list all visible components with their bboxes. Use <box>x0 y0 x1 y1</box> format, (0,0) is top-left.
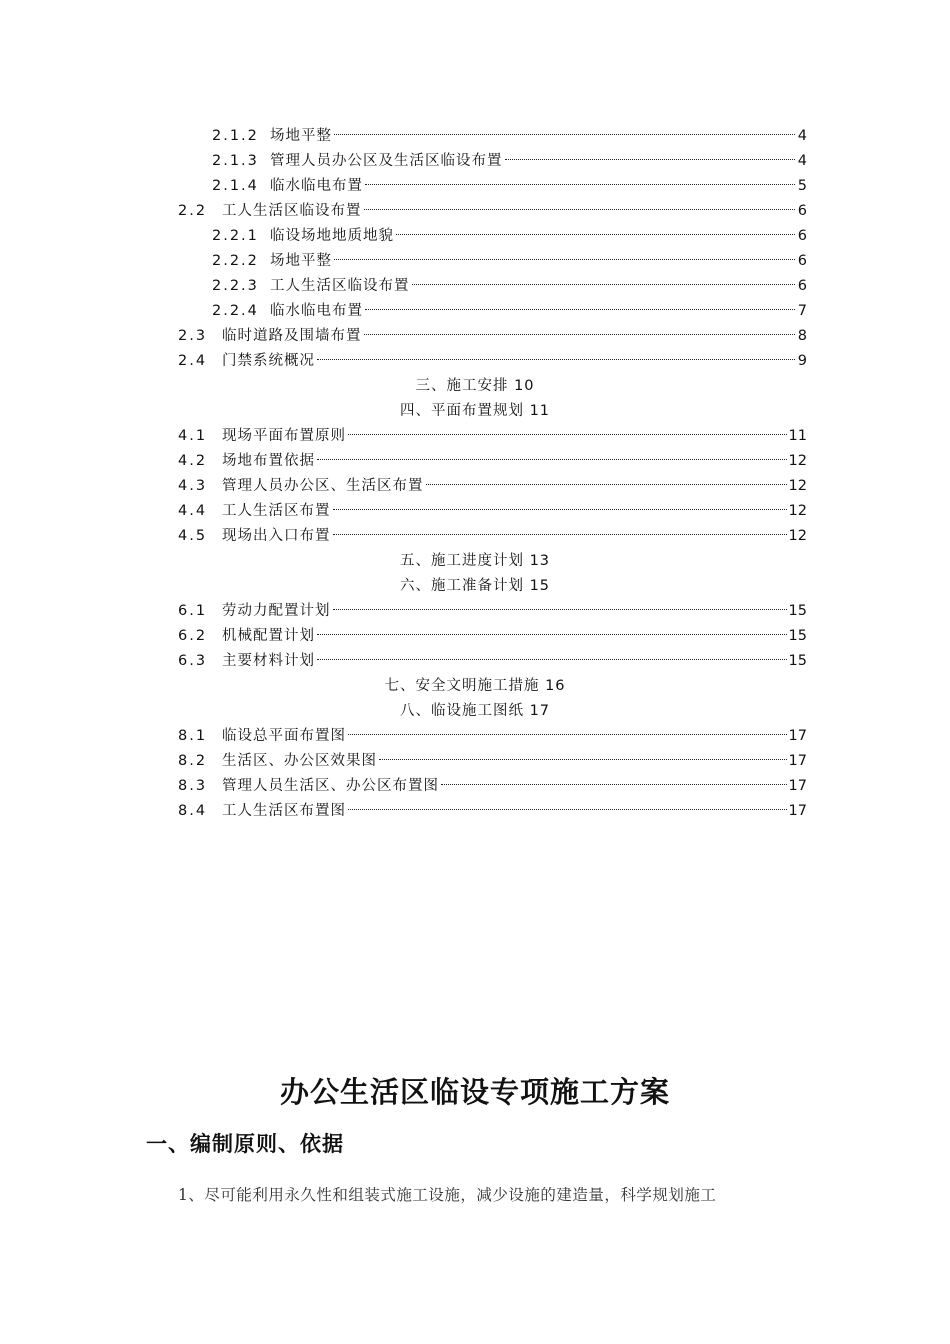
toc-dot-leader <box>334 134 795 135</box>
toc-entry <box>0 799 950 824</box>
section-heading: 一、编制原则、依据 <box>146 1131 344 1156</box>
toc-entry-title: 工人生活区布置 <box>222 503 331 519</box>
toc-dot-leader <box>333 509 787 510</box>
toc-chapter-heading-text: 五、施工进度计划 13 <box>399 553 551 569</box>
toc-entry-page-number: 4 <box>797 128 807 144</box>
toc-entry <box>0 424 950 449</box>
toc-entry-title: 临时道路及围墙布置 <box>222 328 362 344</box>
toc-dot-leader <box>334 259 795 260</box>
toc-dot-leader <box>364 334 796 335</box>
toc-entry-page-number: 12 <box>788 528 807 544</box>
toc-entry <box>0 349 950 374</box>
toc-entry-page-number: 17 <box>788 803 807 819</box>
toc-chapter-heading-text: 三、施工安排 10 <box>415 378 535 394</box>
toc-entry-page-number: 15 <box>788 628 807 644</box>
toc-chapter-heading <box>0 574 950 599</box>
toc-dot-leader <box>317 359 795 360</box>
toc-chapter-heading <box>0 549 950 574</box>
toc-entry-number: 8.3 <box>178 778 208 794</box>
toc-entry-page-number: 17 <box>788 778 807 794</box>
toc-entry-number: 2.3 <box>178 328 208 344</box>
toc-entry-number: 2.1.2 <box>212 128 259 144</box>
toc-entry <box>0 524 950 549</box>
toc-entry <box>0 449 950 474</box>
toc-entry-line[interactable] <box>212 149 807 174</box>
toc-entry <box>0 499 950 524</box>
toc-entry <box>0 199 950 224</box>
toc-entry-title: 工人生活区临设布置 <box>270 278 410 294</box>
toc-entry-line[interactable] <box>212 224 807 249</box>
toc-entry-line[interactable] <box>212 174 807 199</box>
toc-dot-leader <box>505 159 796 160</box>
toc-entry-title: 管理人员办公区、生活区布置 <box>222 478 424 494</box>
toc-dot-leader <box>317 459 787 460</box>
toc-dot-leader <box>426 484 787 485</box>
toc-entry-page-number: 6 <box>797 253 807 269</box>
toc-chapter-heading-text: 七、安全文明施工措施 16 <box>384 678 566 694</box>
toc-entry-page-number: 5 <box>797 178 807 194</box>
toc-entry-title: 工人生活区临设布置 <box>222 203 362 219</box>
toc-dot-leader <box>317 659 787 660</box>
toc-chapter-heading-text: 八、临设施工图纸 17 <box>399 703 551 719</box>
toc-entry-number: 4.2 <box>178 453 208 469</box>
toc-entry <box>0 624 950 649</box>
toc-entry <box>0 299 950 324</box>
body-paragraph: 1、尽可能利用永久性和组装式施工设施，减少设施的建造量，科学规划施工 <box>178 1186 717 1204</box>
toc-entry-line[interactable] <box>178 349 807 374</box>
toc-entry-line[interactable] <box>178 624 807 649</box>
toc-entry-title: 场地平整 <box>270 253 332 269</box>
toc-entry <box>0 749 950 774</box>
toc-entry-title: 主要材料计划 <box>222 653 315 669</box>
toc-entry-number: 2.2.3 <box>212 278 259 294</box>
toc-entry <box>0 174 950 199</box>
toc-entry-page-number: 8 <box>797 328 807 344</box>
toc-entry-line[interactable] <box>178 599 807 624</box>
toc-entry-line[interactable] <box>178 499 807 524</box>
toc-entry <box>0 249 950 274</box>
toc-chapter-heading <box>0 699 950 724</box>
toc-chapter-heading-text: 六、施工准备计划 15 <box>399 578 551 594</box>
toc-entry-line[interactable] <box>212 299 807 324</box>
toc-entry-number: 6.1 <box>178 603 208 619</box>
toc-entry-page-number: 12 <box>788 503 807 519</box>
toc-entry-title: 现场平面布置原则 <box>222 428 346 444</box>
toc-entry-number: 8.2 <box>178 753 208 769</box>
toc-entry <box>0 274 950 299</box>
toc-entry <box>0 649 950 674</box>
toc-entry-number: 8.4 <box>178 803 208 819</box>
toc-entry-number: 4.5 <box>178 528 208 544</box>
toc-entry-line[interactable] <box>178 774 807 799</box>
toc-entry-page-number: 12 <box>788 453 807 469</box>
toc-entry-page-number: 9 <box>797 353 807 369</box>
toc-entry-line[interactable] <box>178 199 807 224</box>
toc-entry-title: 临水临电布置 <box>270 303 363 319</box>
toc-entry-title: 门禁系统概况 <box>222 353 315 369</box>
toc-entry-line[interactable] <box>178 424 807 449</box>
toc-entry-number: 4.3 <box>178 478 208 494</box>
toc-dot-leader <box>317 634 787 635</box>
toc-dot-leader <box>396 234 795 235</box>
toc-entry-line[interactable] <box>212 124 807 149</box>
toc-entry <box>0 724 950 749</box>
toc-entry <box>0 149 950 174</box>
toc-entry-title: 现场出入口布置 <box>222 528 331 544</box>
toc-entry-number: 2.2 <box>178 203 208 219</box>
toc-chapter-heading <box>0 674 950 699</box>
toc-entry-line[interactable] <box>178 724 807 749</box>
toc-entry-number: 4.4 <box>178 503 208 519</box>
toc-entry-page-number: 6 <box>797 278 807 294</box>
toc-dot-leader <box>348 734 787 735</box>
toc-entry-number: 6.3 <box>178 653 208 669</box>
toc-dot-leader <box>348 434 787 435</box>
toc-entry-page-number: 11 <box>788 428 807 444</box>
toc-entry <box>0 124 950 149</box>
toc-entry <box>0 474 950 499</box>
toc-entry-page-number: 15 <box>788 603 807 619</box>
toc-entry-page-number: 15 <box>788 653 807 669</box>
toc-entry-page-number: 4 <box>797 153 807 169</box>
toc-entry-page-number: 6 <box>797 203 807 219</box>
toc-entry-title: 管理人员办公区及生活区临设布置 <box>270 153 503 169</box>
toc-dot-leader <box>412 284 796 285</box>
toc-entry-number: 2.4 <box>178 353 208 369</box>
toc-entry-title: 临水临电布置 <box>270 178 363 194</box>
toc-entry-title: 管理人员生活区、办公区布置图 <box>222 778 439 794</box>
toc-dot-leader <box>333 534 787 535</box>
toc-entry-number: 2.1.3 <box>212 153 259 169</box>
toc-entry-title: 临设总平面布置图 <box>222 728 346 744</box>
toc-dot-leader <box>333 609 787 610</box>
toc-entry-line[interactable] <box>178 324 807 349</box>
toc-entry-line[interactable] <box>178 799 807 824</box>
table-of-contents <box>0 124 950 824</box>
toc-entry-line[interactable] <box>178 649 807 674</box>
toc-entry-page-number: 12 <box>788 478 807 494</box>
toc-entry-title: 机械配置计划 <box>222 628 315 644</box>
document-title: 办公生活区临设专项施工方案 <box>279 1075 670 1109</box>
toc-entry-line[interactable] <box>212 249 807 274</box>
toc-entry-number: 2.2.1 <box>212 228 259 244</box>
toc-dot-leader <box>379 759 787 760</box>
toc-chapter-heading-text: 四、平面布置规划 11 <box>399 403 551 419</box>
toc-dot-leader <box>365 309 795 310</box>
toc-entry-page-number: 6 <box>797 228 807 244</box>
toc-entry-title: 场地布置依据 <box>222 453 315 469</box>
toc-dot-leader <box>441 784 787 785</box>
toc-entry-number: 2.2.2 <box>212 253 259 269</box>
toc-entry-title: 场地平整 <box>270 128 332 144</box>
toc-entry-line[interactable] <box>212 274 807 299</box>
toc-entry-line[interactable] <box>178 524 807 549</box>
toc-chapter-heading <box>0 399 950 424</box>
toc-entry-line[interactable] <box>178 449 807 474</box>
toc-entry-page-number: 17 <box>788 753 807 769</box>
toc-entry-number: 8.1 <box>178 728 208 744</box>
toc-dot-leader <box>365 184 795 185</box>
toc-entry-title: 劳动力配置计划 <box>222 603 331 619</box>
toc-dot-leader <box>348 809 787 810</box>
toc-dot-leader <box>364 209 796 210</box>
toc-entry-line[interactable] <box>178 749 807 774</box>
toc-entry-number: 6.2 <box>178 628 208 644</box>
toc-entry-title: 生活区、办公区效果图 <box>222 753 377 769</box>
toc-entry-title: 工人生活区布置图 <box>222 803 346 819</box>
toc-entry <box>0 324 950 349</box>
toc-entry-line[interactable] <box>178 474 807 499</box>
toc-entry-page-number: 17 <box>788 728 807 744</box>
toc-entry-number: 2.2.4 <box>212 303 259 319</box>
toc-entry <box>0 599 950 624</box>
toc-chapter-heading <box>0 374 950 399</box>
toc-entry-number: 4.1 <box>178 428 208 444</box>
toc-entry-number: 2.1.4 <box>212 178 259 194</box>
toc-entry-title: 临设场地地质地貌 <box>270 228 394 244</box>
toc-entry <box>0 774 950 799</box>
toc-entry-page-number: 7 <box>797 303 807 319</box>
toc-entry <box>0 224 950 249</box>
